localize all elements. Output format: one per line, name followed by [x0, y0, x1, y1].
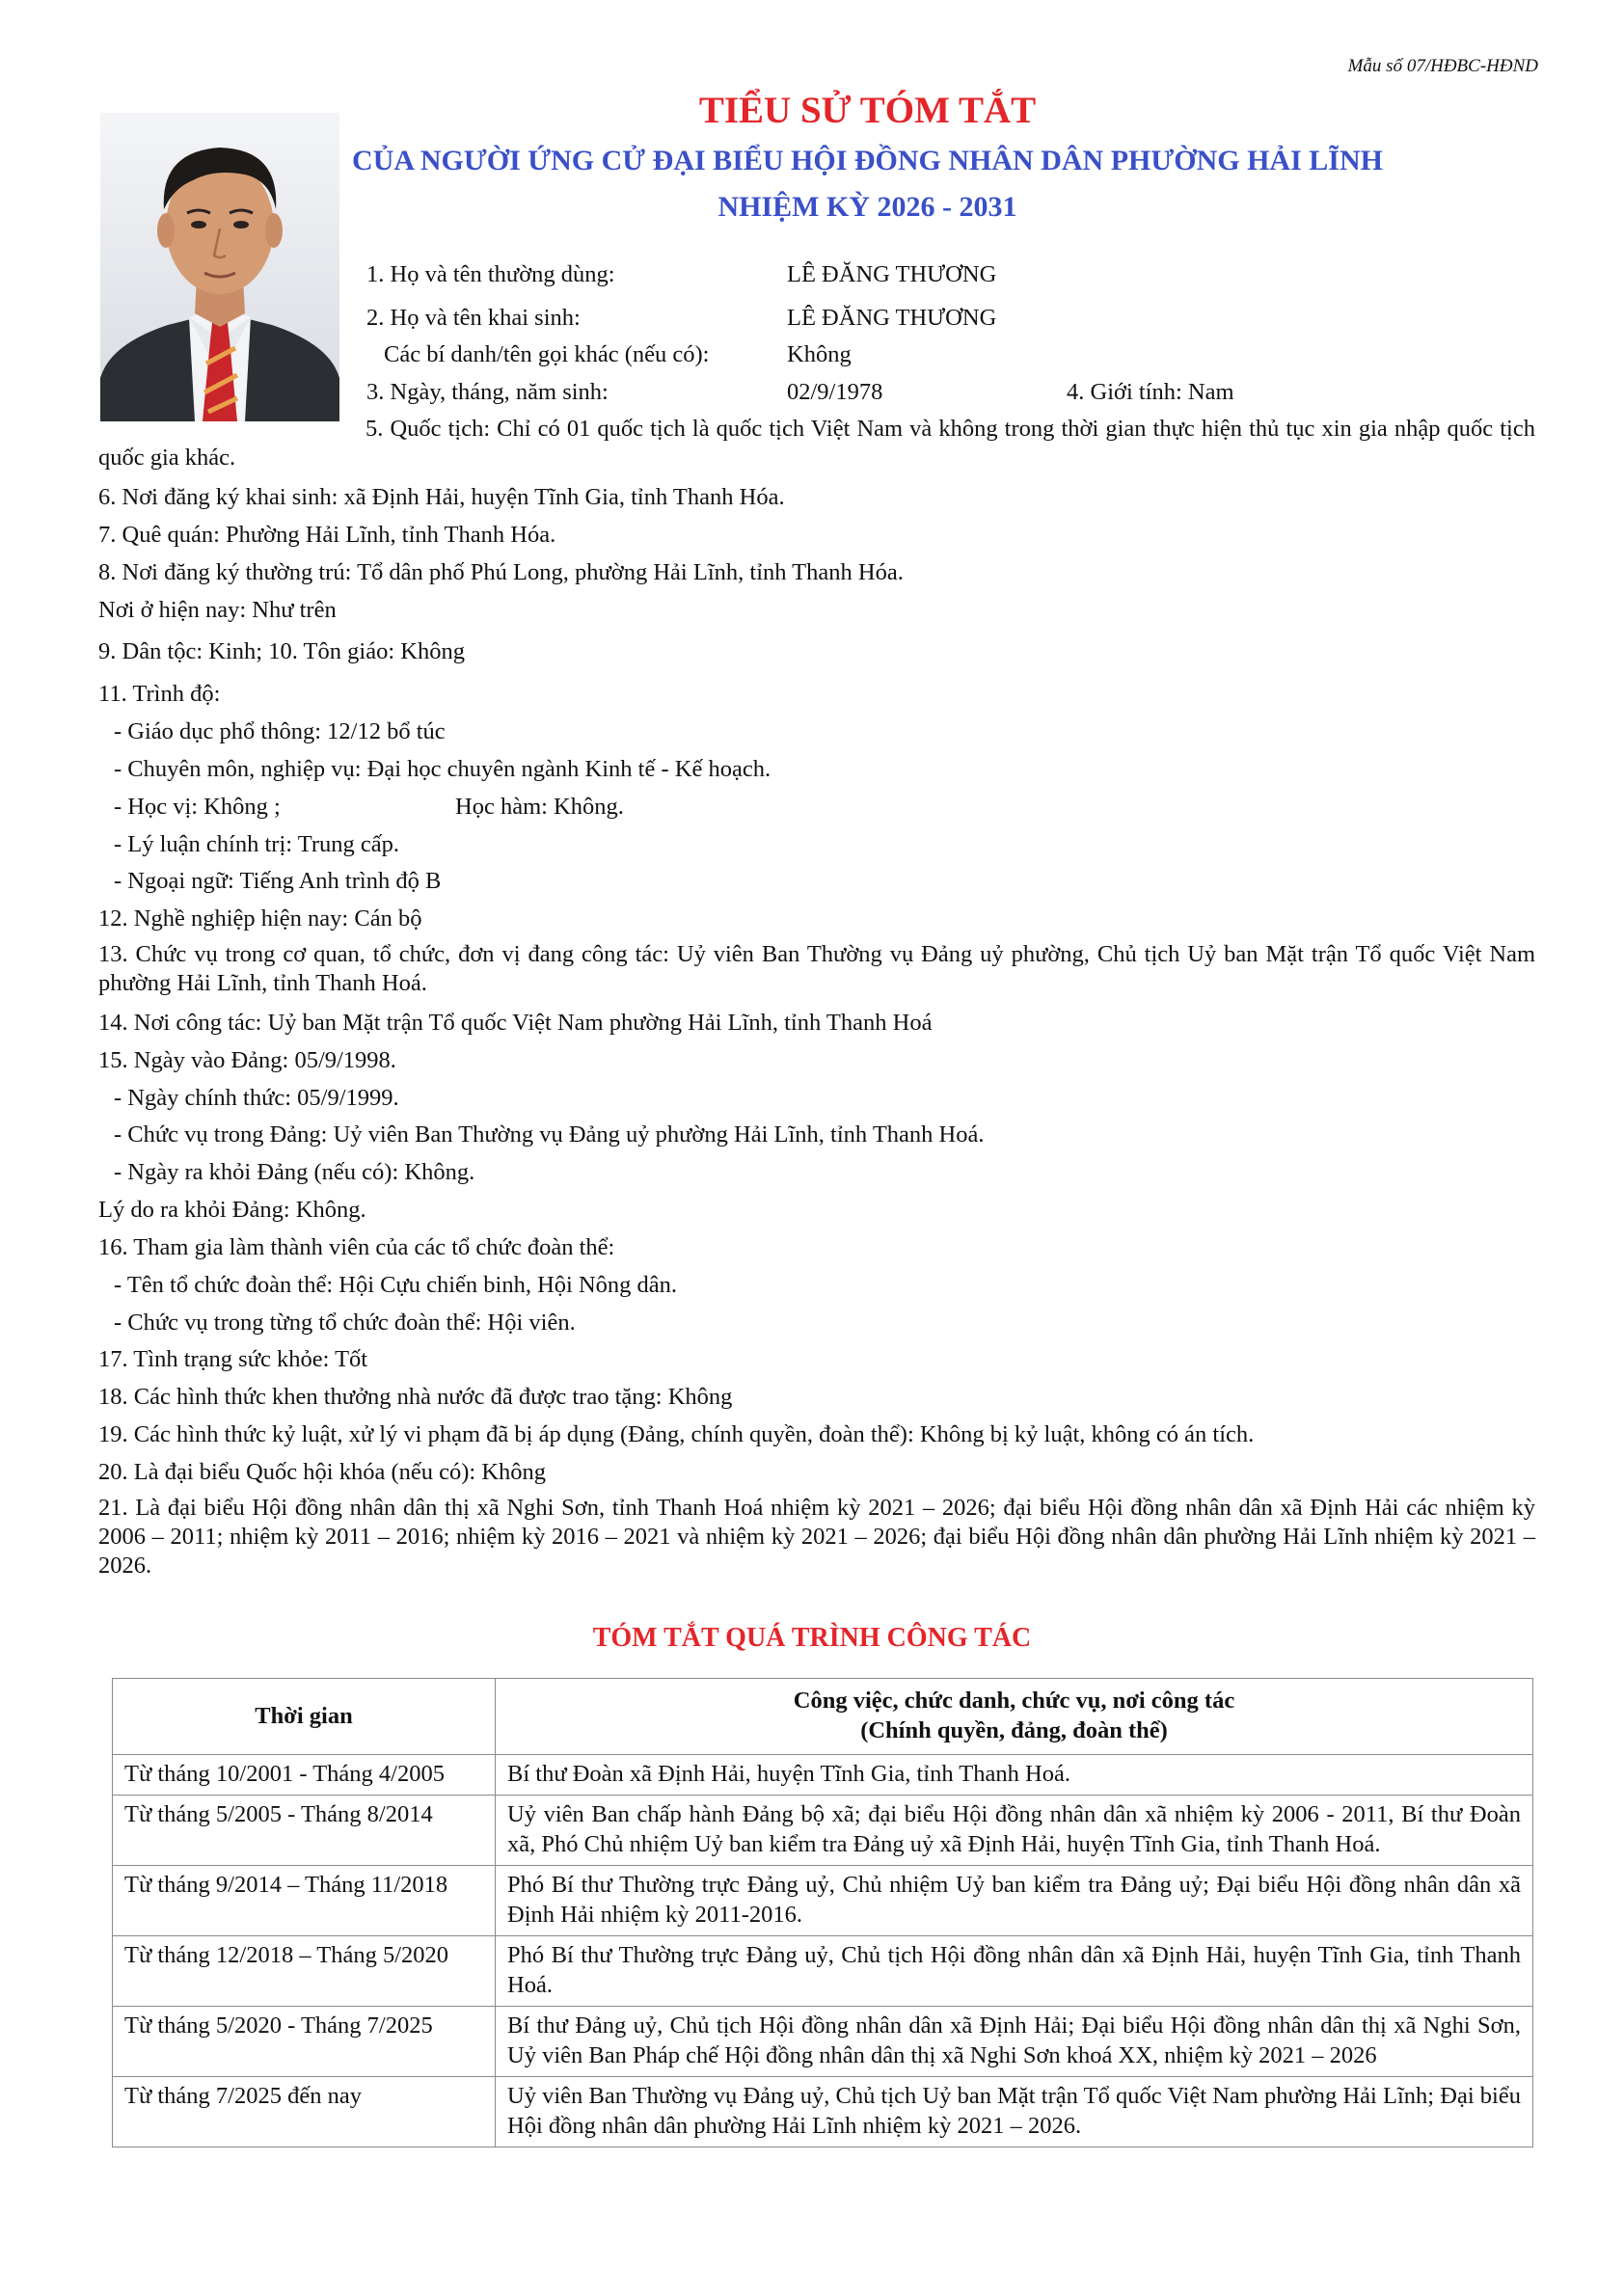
work-history-table [112, 1678, 1533, 2147]
field-academic-title: Học hàm: Không. [455, 794, 624, 820]
row-time: Từ tháng 9/2014 – Tháng 11/2018 [113, 1866, 496, 1936]
table-row [113, 1755, 1533, 1796]
field-foreign-language: - Ngoại ngữ: Tiếng Anh trình độ B [114, 868, 442, 894]
field-party-official-date: - Ngày chính thức: 05/9/1999. [114, 1085, 399, 1111]
field-education: 11. Trình độ: [98, 681, 221, 707]
document-subtitle: CỦA NGƯỜI ỨNG CỬ ĐẠI BIỂU HỘI ĐỒNG NHÂN DÂN PHƯỜNG HẢI LĨNH [352, 145, 1383, 176]
field-hometown: 7. Quê quán: Phường Hải Lĩnh, tỉnh Thanh Hóa. [98, 522, 556, 548]
table-row [113, 1866, 1533, 1936]
row-job: Bí thư Đoàn xã Định Hải, huyện Tĩnh Gia, tỉnh Thanh Hoá. [496, 1755, 1533, 1796]
nationality-text: 5. Quốc tịch: Chỉ có 01 quốc tịch là quốc tịch Việt Nam và không trong thời gian thực hiện thủ tục xin gia nhập quốc tịch quốc gia khác. [98, 416, 1535, 471]
document-term: NHIỆM KỲ 2026 - 2031 [717, 191, 1017, 223]
field-ethnicity-religion: 9. Dân tộc: Kinh; 10. Tôn giáo: Không [98, 638, 465, 664]
field-permanent-residence: 8. Nơi đăng ký thường trú: Tổ dân phố Phú Long, phường Hải Lĩnh, tỉnh Thanh Hóa. [98, 559, 904, 585]
field-current-address: Nơi ở hiện nay: Như trên [98, 597, 337, 623]
form-code: Mẫu số 07/HĐBC-HĐND [1347, 56, 1538, 76]
table-row [113, 2007, 1533, 2077]
field-council-membership: 21. Là đại biểu Hội đồng nhân dân thị xã Nghi Sơn, tỉnh Thanh Hoá nhiệm kỳ 2021 – 2026; đại biểu Hội đồng nhân dân xã Định Hải các nhiệm kỳ 2006 – 2011; nhiệm kỳ 2011 – 2016; nhiệm kỳ 2016 – 2021 và nhiệm kỳ 2021 – 2026; đại biểu Hội đồng nhân dân phường Hải Lĩnh nhiệm kỳ 2021 – 2026. [98, 1495, 1535, 1579]
field-specialization: - Chuyên môn, nghiệp vụ: Đại học chuyên ngành Kinh tế - Kế hoạch. [114, 756, 771, 782]
table-row [113, 1796, 1533, 1866]
field-organizations: 16. Tham gia làm thành viên của các tổ chức đoàn thể: [98, 1234, 615, 1260]
row-job: Phó Bí thư Thường trực Đảng uỷ, Chủ nhiệm Uỷ ban kiểm tra Đảng uỷ; Đại biểu Hội đồng nhân dân xã Định Hải nhiệm kỳ 2011-2016. [496, 1866, 1533, 1936]
row-job: Uỷ viên Ban chấp hành Đảng bộ xã; đại biểu Hội đồng nhân dân xã nhiệm kỳ 2006 - 2011, Bí thư Đoàn xã, Phó Chủ nhiệm Uỷ ban kiểm tra Đảng uỷ xã Định Hải, huyện Tĩnh Gia, tỉnh Thanh Hoá. [496, 1796, 1533, 1866]
table-header-row [113, 1679, 1533, 1755]
field-birth-registration: 6. Nơi đăng ký khai sinh: xã Định Hải, huyện Tĩnh Gia, tỉnh Thanh Hóa. [98, 484, 785, 510]
header-time: Thời gian [113, 1679, 496, 1755]
work-history-title: TÓM TẮT QUÁ TRÌNH CÔNG TÁC [592, 1623, 1032, 1653]
row-time: Từ tháng 5/2020 - Tháng 7/2025 [113, 2007, 496, 2077]
birth-date-value: 02/9/1978 [787, 379, 883, 405]
birth-date-label: 3. Ngày, tháng, năm sinh: [366, 379, 609, 405]
document-title: TIỂU SỬ TÓM TẮT [698, 90, 1037, 131]
row-time: Từ tháng 10/2001 - Tháng 4/2005 [113, 1755, 496, 1796]
common-name-value: LÊ ĐĂNG THƯƠNG [787, 261, 997, 287]
field-awards: 18. Các hình thức khen thưởng nhà nước đã được trao tặng: Không [98, 1384, 733, 1410]
header-job-line1: Công việc, chức danh, chức vụ, nơi công tác [793, 1688, 1235, 1714]
field-party-leave-reason: Lý do ra khỏi Đảng: Không. [98, 1197, 366, 1223]
field-party-leave-date: - Ngày ra khỏi Đảng (nếu có): Không. [114, 1159, 475, 1185]
field-organization-roles: - Chức vụ trong từng tổ chức đoàn thể: Hội viên. [114, 1310, 576, 1336]
birth-name-label: 2. Họ và tên khai sinh: [366, 305, 581, 331]
gender: 4. Giới tính: Nam [1067, 379, 1234, 405]
field-occupation: 12. Nghề nghiệp hiện nay: Cán bộ [98, 905, 422, 932]
common-name-label: 1. Họ và tên thường dùng: [366, 261, 615, 287]
row-time: Từ tháng 5/2005 - Tháng 8/2014 [113, 1796, 496, 1866]
field-workplace: 14. Nơi công tác: Uỷ ban Mặt trận Tổ quốc Việt Nam phường Hải Lĩnh, tỉnh Thanh Hoá [98, 1010, 933, 1036]
birth-name-value: LÊ ĐĂNG THƯƠNG [787, 305, 997, 331]
field-nationality [98, 415, 1535, 473]
row-time: Từ tháng 7/2025 đến nay [113, 2077, 496, 2147]
header-job [496, 1679, 1533, 1755]
row-job: Phó Bí thư Thường trực Đảng uỷ, Chủ tịch Hội đồng nhân dân xã Định Hải, huyện Tĩnh Gia, tỉnh Thanh Hoá. [496, 1936, 1533, 2007]
table-row [113, 1936, 1533, 2007]
field-general-education: - Giáo dục phổ thông: 12/12 bổ túc [114, 718, 446, 744]
row-time: Từ tháng 12/2018 – Tháng 5/2020 [113, 1936, 496, 2007]
field-party-position: - Chức vụ trong Đảng: Uỷ viên Ban Thường vụ Đảng uỷ phường Hải Lĩnh, tỉnh Thanh Hoá. [114, 1121, 985, 1148]
table-row [113, 2077, 1533, 2147]
field-national-assembly: 20. Là đại biểu Quốc hội khóa (nếu có): Không [98, 1459, 547, 1485]
field-current-position: 13. Chức vụ trong cơ quan, tổ chức, đơn vị đang công tác: Uỷ viên Ban Thường vụ Đảng uỷ phường, Chủ tịch Uỷ ban Mặt trận Tổ quốc Việt Nam phường Hải Lĩnh, tỉnh Thanh Hoá. [98, 941, 1535, 996]
alias-value: Không [787, 341, 852, 367]
row-job: Uỷ viên Ban Thường vụ Đảng uỷ, Chủ tịch Uỷ ban Mặt trận Tổ quốc Việt Nam phường Hải Lĩnh; Đại biểu Hội đồng nhân dân phường Hải Lĩnh nhiệm kỳ 2021 – 2026. [496, 2077, 1533, 2147]
field-organization-names: - Tên tổ chức đoàn thể: Hội Cựu chiến binh, Hội Nông dân. [114, 1272, 678, 1298]
field-discipline: 19. Các hình thức kỷ luật, xử lý vi phạm đã bị áp dụng (Đảng, chính quyền, đoàn thể): Không bị kỷ luật, không có án tích. [98, 1421, 1255, 1447]
row-job: Bí thư Đảng uỷ, Chủ tịch Hội đồng nhân dân xã Định Hải; Đại biểu Hội đồng nhân dân thị xã Nghi Sơn, Uỷ viên Ban Pháp chế Hội đồng nhân dân thị xã Nghi Sơn khoá XX, nhiệm kỳ 2021 – 2026 [496, 2007, 1533, 2077]
field-health: 17. Tình trạng sức khỏe: Tốt [98, 1346, 368, 1372]
header-job-line2: (Chính quyền, đảng, đoàn thể) [860, 1717, 1168, 1743]
field-academic-degree: - Học vị: Không ; [114, 794, 281, 820]
field-political-theory: - Lý luận chính trị: Trung cấp. [114, 831, 400, 857]
field-party-join-date: 15. Ngày vào Đảng: 05/9/1998. [98, 1047, 396, 1073]
alias-label: Các bí danh/tên gọi khác (nếu có): [384, 341, 710, 367]
